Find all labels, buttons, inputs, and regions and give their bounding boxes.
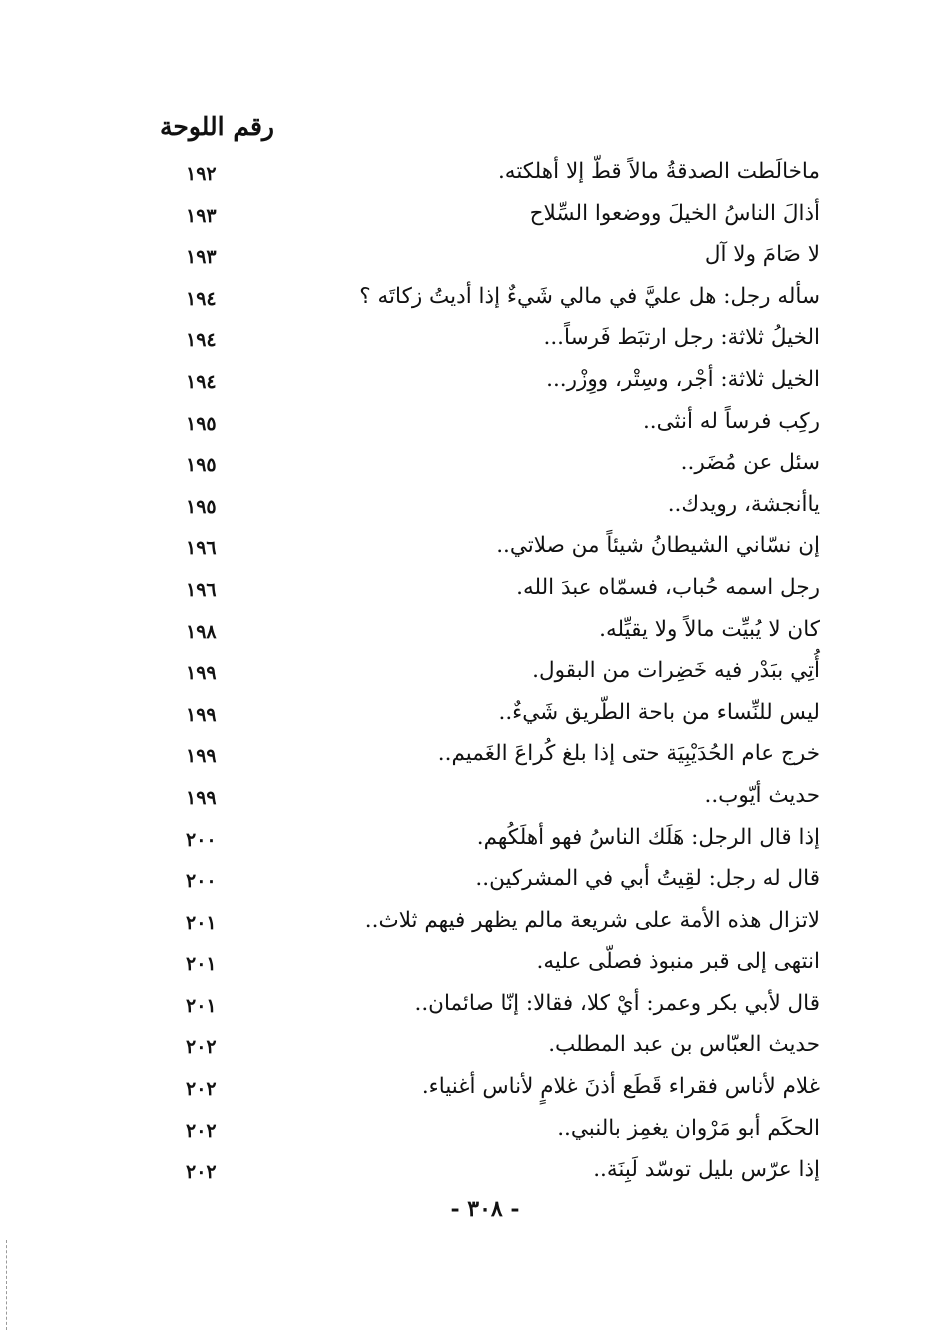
entry-plate-number: ٢٠١ [186, 911, 217, 934]
entry-text: أُتِي ببَدْر فيه خَضِرات من البقول. [532, 658, 820, 684]
index-entry [150, 443, 830, 485]
index-entry [150, 402, 830, 444]
page-number: - ٣٠٨ - [450, 1196, 520, 1222]
entry-text: سأله رجل: هل عليَّ في مالي شَيءٌ إذا أديتُ زكاتَه ؟ [359, 283, 820, 309]
entry-plate-number: ١٩٣ [186, 246, 217, 269]
entry-plate-number: ٢٠٢ [186, 1036, 217, 1059]
entry-text: قال له رجل: لقِيتُ أبي في المشركين.. [475, 866, 820, 892]
entry-plate-number: ٢٠٢ [186, 1161, 217, 1184]
index-entry [150, 360, 830, 402]
entry-plate-number: ١٩٤ [186, 329, 217, 352]
index-entry-list [150, 152, 830, 1192]
entry-text: ليس للنِّساء من باحة الطّريق شَيءٌ.. [498, 699, 820, 725]
entry-text: انتهى إلى قبر منبوذ فصلّى عليه. [536, 949, 820, 975]
index-entry [150, 693, 830, 735]
entry-text: إن نسّاني الشيطانُ شيئاً من صلاتي.. [496, 533, 820, 559]
index-entry [150, 235, 830, 277]
entry-plate-number: ١٩٥ [186, 412, 217, 435]
index-entry [150, 901, 830, 943]
entry-plate-number: ١٩٨ [186, 620, 217, 643]
entry-text: أذالَ الناسُ الخيلَ ووضعوا السِّلاح [529, 200, 820, 226]
entry-text: لاتزال هذه الأمة على شريعة مالم يظهر فيهم ثلاث.. [364, 907, 820, 933]
index-entry [150, 568, 830, 610]
entry-plate-number: ٢٠٢ [186, 1078, 217, 1101]
index-entry [150, 1067, 830, 1109]
entry-text: ركِب فرساً له أنثى.. [642, 408, 820, 434]
entry-text: خرج عام الحُدَيْبِيَة حتى إذا بلغ كُراعَ الغَميم.. [437, 741, 820, 767]
index-entry [150, 277, 830, 319]
entry-plate-number: ١٩٩ [186, 786, 217, 809]
entry-text: سئل عن مُضَر.. [680, 450, 820, 476]
entry-plate-number: ١٩٣ [186, 204, 217, 227]
index-entry [150, 610, 830, 652]
entry-text: إذا قال الرجل: هَلَك الناسُ فهو أهلَكُهم. [476, 824, 820, 850]
index-entry [150, 734, 830, 776]
entry-plate-number: ١٩٥ [186, 454, 217, 477]
index-entry [150, 984, 830, 1026]
index-entry [150, 818, 830, 860]
index-entry [150, 942, 830, 984]
entry-text: الحكَم أبو مَرْوان يغمِز بالنبي.. [557, 1115, 820, 1141]
entry-plate-number: ٢٠٢ [186, 1119, 217, 1142]
entry-plate-number: ١٩٩ [186, 703, 217, 726]
entry-text: حديث العبّاس بن عبد المطلب. [548, 1032, 820, 1058]
entry-plate-number: ١٩٤ [186, 370, 217, 393]
entry-plate-number: ١٩٩ [186, 662, 217, 685]
entry-text: قال لأبي بكر وعمر: أيْ كلا، فقالا: إنّا صائمان.. [414, 990, 820, 1016]
entry-text: الخيلُ ثلاثة: رجل ارتبَط فَرساً... [543, 325, 820, 351]
entry-plate-number: ١٩٦ [186, 537, 217, 560]
index-entry [150, 1150, 830, 1192]
entry-plate-number: ٢٠٠ [186, 828, 217, 851]
index-entry [150, 152, 830, 194]
entry-text: لا صَامَ ولا آل [704, 242, 820, 268]
entry-plate-number: ٢٠١ [186, 953, 217, 976]
entry-plate-number: ١٩٩ [186, 745, 217, 768]
entry-text: غلام لأناس فقراء قَطَع أذنَ غلامٍ لأناس أغنياء. [421, 1074, 820, 1100]
margin-scan-marks [6, 1240, 9, 1330]
entry-text: كان لا يُبيِّت مالاً ولا يقيِّله. [599, 616, 820, 642]
entry-text: ماخالَطت الصدقةُ مالاً قطّ إلا أهلكته. [497, 159, 820, 184]
entry-plate-number: ١٩٢ [186, 163, 217, 185]
entry-text: إذا عرّس بليل توسّد لَبِنَة.. [593, 1157, 820, 1183]
index-entry [150, 194, 830, 236]
index-entry [150, 1109, 830, 1151]
entry-plate-number: ١٩٥ [186, 495, 217, 518]
entry-text: رجل اسمه حُباب، فسمّاه عبدَ الله. [516, 574, 820, 600]
index-entry [150, 859, 830, 901]
index-entry [150, 651, 830, 693]
index-entry [150, 526, 830, 568]
entry-plate-number: ٢٠١ [186, 994, 217, 1017]
index-entry [150, 318, 830, 360]
entry-text: حديث أيّوب.. [704, 782, 820, 808]
entry-text: ياأنجشة، رويدك.. [667, 491, 820, 517]
entry-plate-number: ١٩٦ [186, 578, 217, 601]
index-entry [150, 776, 830, 818]
entry-plate-number: ٢٠٠ [186, 870, 217, 893]
index-entry [150, 1025, 830, 1067]
entry-text: الخيل ثلاثة: أجْر، وسِتْر، ووِزْر... [546, 366, 820, 392]
entry-plate-number: ١٩٤ [186, 287, 217, 310]
column-header-plate-number: رقم اللوحة [160, 112, 274, 141]
index-entry [150, 485, 830, 527]
